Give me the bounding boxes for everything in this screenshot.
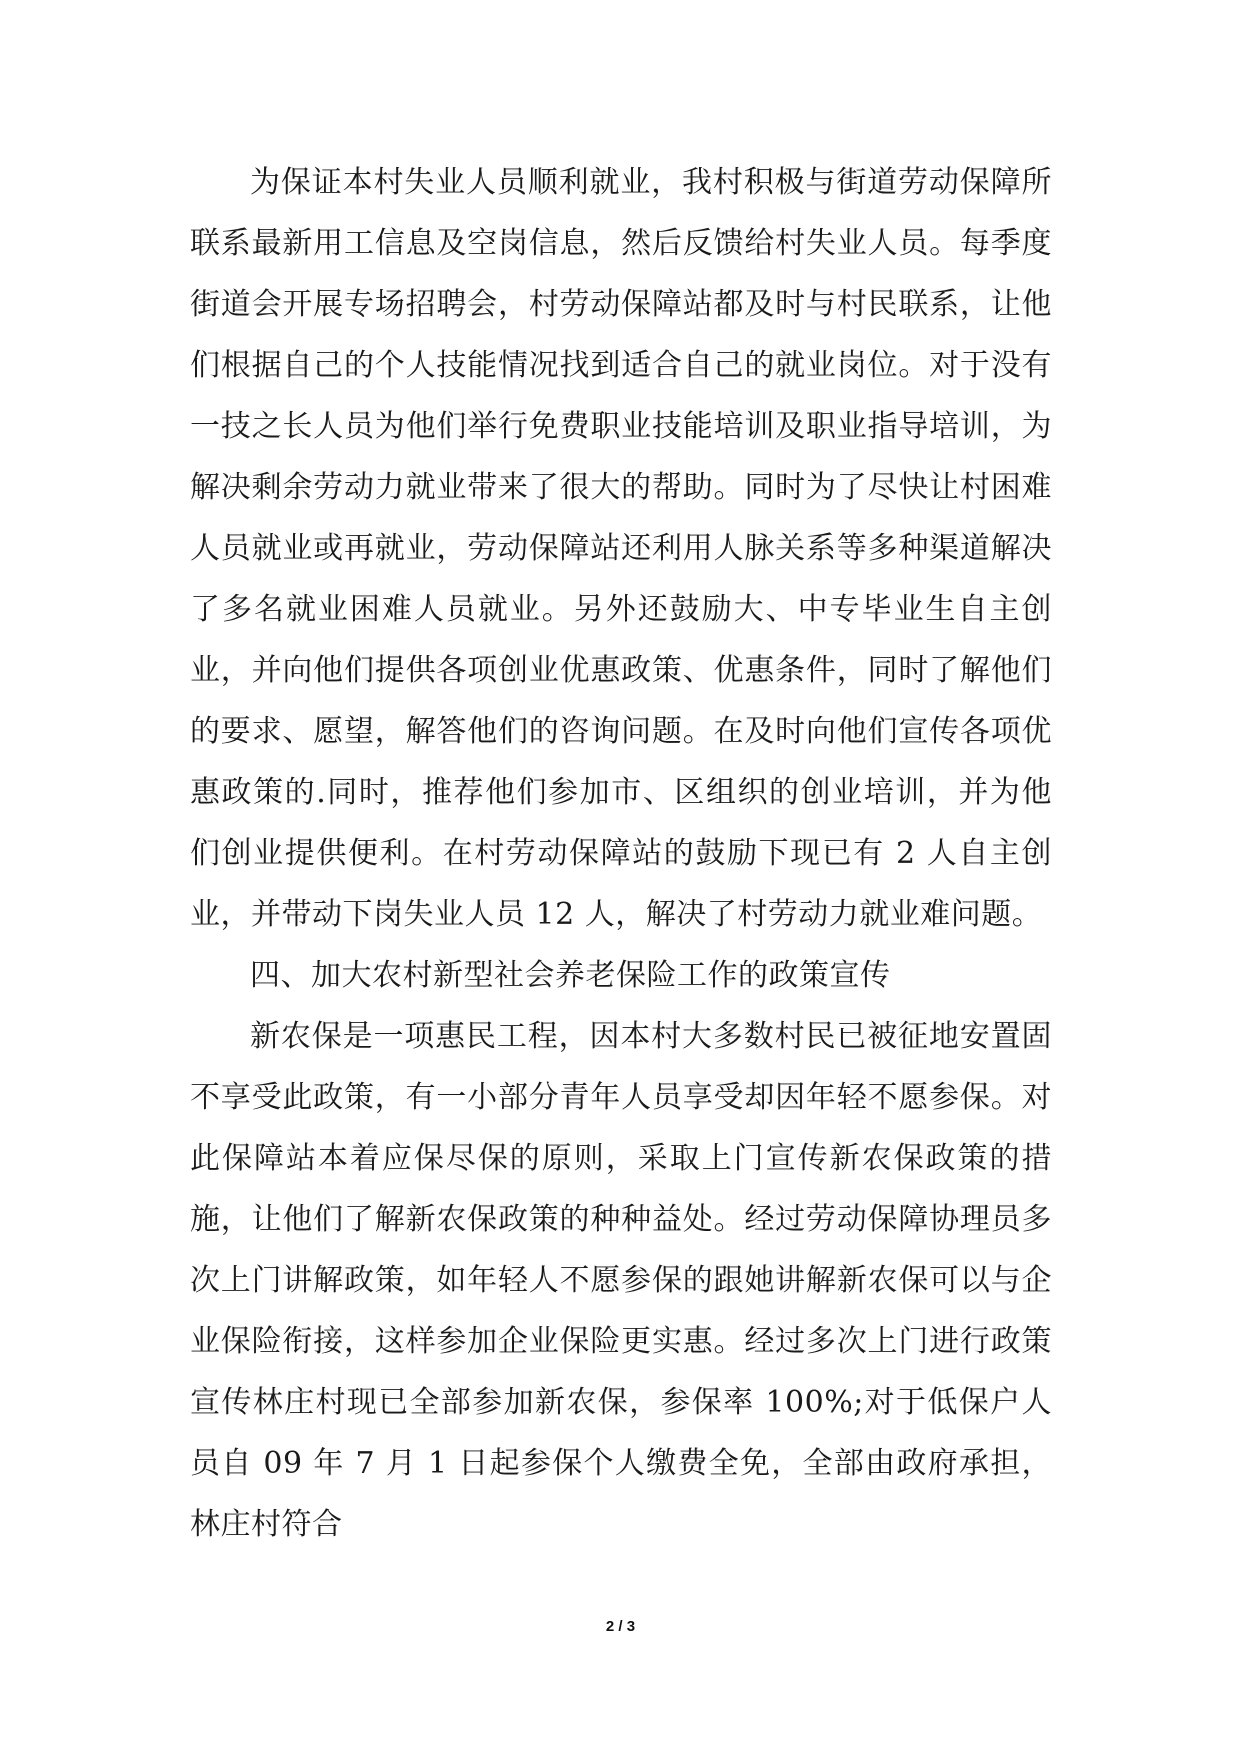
document-body [190, 152, 1052, 1555]
paragraph-employment: 为保证本村失业人员顺利就业，我村积极与街道劳动保障所联系最新用工信息及空岗信息，然后反馈给村失业人员。每季度街道会开展专场招聘会，村劳动保障站都及时与村民联系，让他们根据自己的个人技能情况找到适合自己的就业岗位。对于没有一技之长人员为他们举行免费职业技能培训及职业指导培训，为解决剩余劳动力就业带来了很大的帮助。同时为了尽快让村困难人员就业或再就业，劳动保障站还利用人脉关系等多种渠道解决了多名就业困难人员就业。另外还鼓励大、中专毕业生自主创业，并向他们提供各项创业优惠政策、优惠条件，同时了解他们的要求、愿望，解答他们的咨询问题。在及时向他们宣传各项优惠政策的.同时，推荐他们参加市、区组织的创业培训，并为他们创业提供便利。在村劳动保障站的鼓励下现已有 2 人自主创业，并带动下岗失业人员 12 人，解决了村劳动力就业难问题。 [190, 165, 1052, 932]
section-heading-pension: 四、加大农村新型社会养老保险工作的政策宣传 [250, 958, 891, 993]
paragraph-pension: 新农保是一项惠民工程，因本村大多数村民已被征地安置固不享受此政策，有一小部分青年人员享受却因年轻不愿参保。对此保障站本着应保尽保的原则，采取上门宣传新农保政策的措施，让他们了解新农保政策的种种益处。经过劳动保障协理员多次上门讲解政策，如年轻人不愿参保的跟她讲解新农保可以与企业保险衔接，这样参加企业保险更实惠。经过多次上门进行政策宣传林庄村现已全部参加新农保，参保率 100%;对于低保户人员自 09 年 7 月 1 日起参保个人缴费全免，全部由政府承担，林庄村符合 [190, 1019, 1052, 1542]
page-number: 2 / 3 [605, 1618, 636, 1635]
